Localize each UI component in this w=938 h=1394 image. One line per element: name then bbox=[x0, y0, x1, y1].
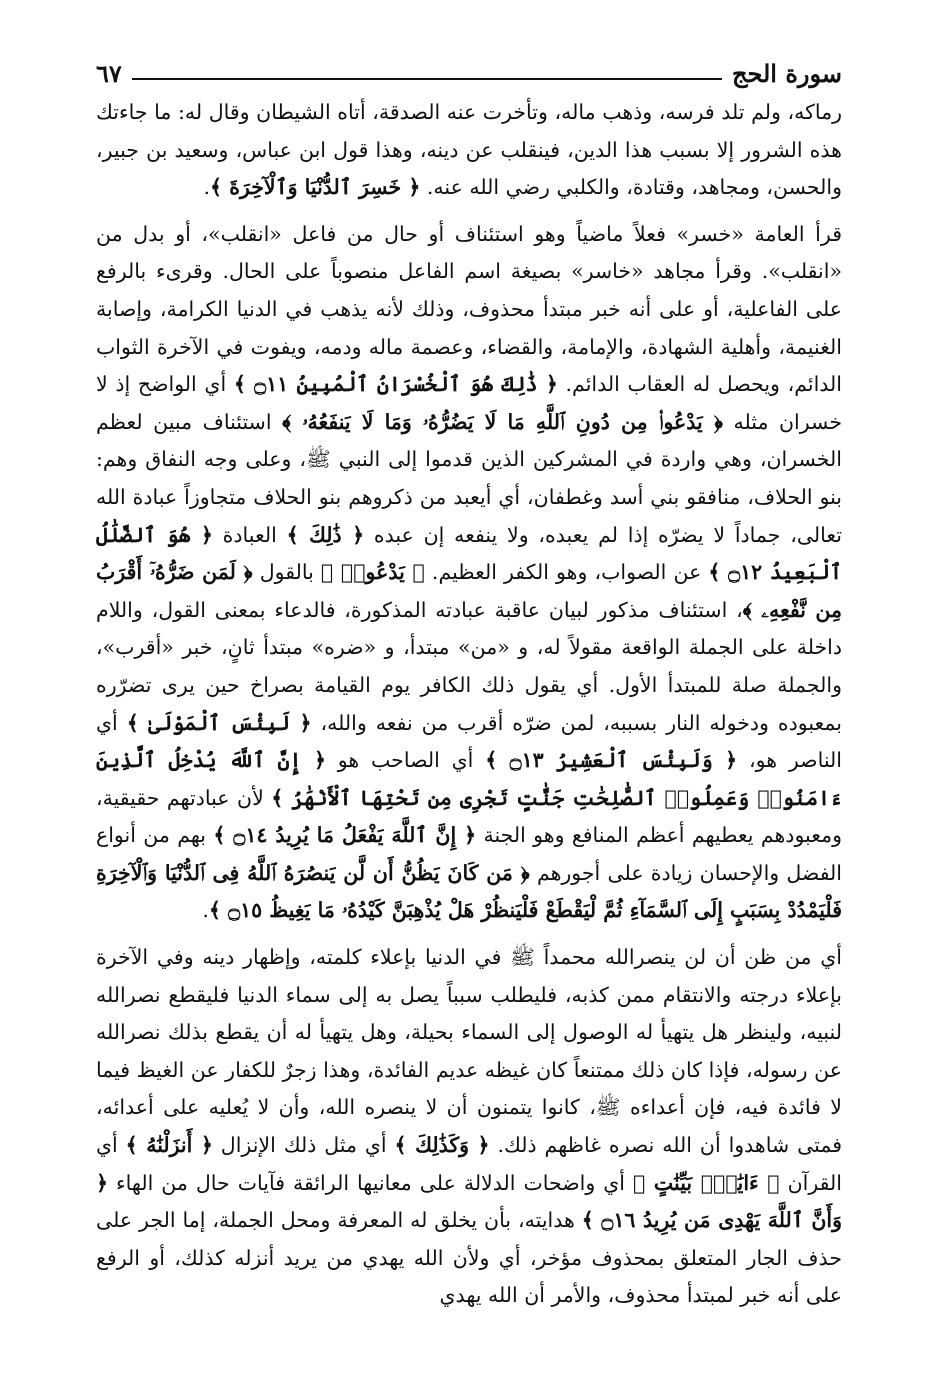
text-run: أي من ظن أن لن ينصرالله محمداً ﷺ في الدنيا بإعلاء كلمته، وإظهار دينه وفي الآخرة بإعلاء درجته والانتقام ممن كذبه، فليطلب سبباً يصل به إلى سماء الدنيا فليقطع نصرالله لنبيه، ولينظر هل يتهيأ له الوصول إلى السماء بحيلة، وهل يتهيأ له أن يقطع بذلك نصرالله عن رسوله، فإذا كان ذلك ممتنعاً كان غيظه عديم الفائدة، وهذا زجرٌ للكفار عن الغيظ فيما لا فائدة فيه، فإن أعداءه ﷺ، كانوا يتمنون أن لا ينصره الله، وأن لا يُعليه على أعدائه، فمتى شاهدوا أن الله نصره غاظهم ذلك. bbox=[96, 945, 842, 1158]
text-run: ، استئناف مذكور لبيان عاقبة عبادته المذكورة، فالدعاء بمعنى القول، واللام داخلة على الجملة الواقعة مقولاً له، و «من» مبتدأ، و «ضره» مبتدأ ثانٍ، خبر «أقرب»، والجملة صلة للمبتدأ الأول. أي يقول ذلك الكافر يوم القيامة بصراخ حين يرى تضرّره بمعبوده ودخوله النار بسببه، لمن ضرّه أقرب من نفعه والله، bbox=[96, 597, 842, 735]
quran-quote: ﴿ إِنَّ ٱللَّهَ يُدْخِلُ ٱلَّذِينَ ءَامَنُوا۟ وَعَمِلُوا۟ ٱلصَّٰلِحَٰتِ جَنَّٰتٍ تَجْرِى مِن تَحْتِهَا ٱلْأَنْهَٰرُ ﴾ bbox=[96, 748, 843, 810]
text-run: . bbox=[202, 898, 209, 923]
text-run: رماكه، ولم تلد فرسه، وذهب ماله، وتأخرت عنه الصدقة، أتاه الشيطان وقال له: ما جاءتك هذه الشرور إلا بسبب هذا الدين، فينقلب عن دينه، وهذا قول ابن عباس، وسعيد بن جبير، والحسن، ومجاهد، وقتادة، والكلبي رضي الله عنه. bbox=[96, 100, 842, 200]
quran-quote: ﴿ ذَٰلِكَ ﴾ bbox=[286, 522, 365, 547]
text-run: أي واضحات الدلالة على معانيها الرائقة فآيات حال من الهاء bbox=[108, 1170, 633, 1195]
surah-title: سورة الحج bbox=[732, 59, 842, 88]
body-text bbox=[96, 94, 842, 1315]
header-rule bbox=[132, 78, 722, 80]
text-run: بهم من أنواع الفضل والإحسان زيادة على أجورهم bbox=[96, 823, 843, 885]
text-run: بالقول bbox=[252, 560, 321, 585]
quran-quote: ﴿ لَمَن ضَرُّهُۥٓ أَقْرَبُ مِن نَّفْعِهِۦ ﴾ bbox=[96, 560, 842, 622]
quran-quote: ﴿ وَكَذَٰلِكَ ﴾ bbox=[394, 1133, 490, 1158]
paragraph bbox=[96, 94, 842, 207]
quran-quote: ﴿ وَأَنَّ ٱللَّهَ يَهْدِى مَن يُرِيدُ ۝١٦ ﴾ bbox=[96, 1170, 842, 1233]
quran-quote: ﴿ هُوَ ٱلضَّلَٰلُ ٱلْبَعِيدُ ۝١٢ ﴾ bbox=[96, 522, 842, 585]
paragraph bbox=[96, 939, 842, 1315]
quran-quote: ﴿ يَدْعُوا۟ مِن دُونِ ٱللَّهِ مَا لَا يَضُرُّهُۥ وَمَا لَا يَنفَعُهُۥ ﴾ bbox=[282, 409, 723, 434]
text-run: أي مثل ذلك الإنزال bbox=[212, 1133, 395, 1158]
quran-quote: ﴿ خَسِرَ ٱلدُّنْيَا وَٱلْآخِرَةَ ﴾ bbox=[210, 175, 421, 200]
quran-quote: ﴿ مَن كَانَ يَظُنُّ أَن لَّن يَنصُرَهُ ٱللَّهُ فِى ٱلدُّنْيَا وَٱلْآخِرَةِ فَلْيَمْدُدْ بِسَبَبٍ إِلَى ٱلسَّمَآءِ ثُمَّ لْيَقْطَعْ فَلْيَنظُرْ هَلْ يُذْهِبَنَّ كَيْدُهُۥ مَا يَغِيظُ ۝١٥ ﴾ bbox=[96, 860, 842, 923]
quran-quote: ﴿ وَلَبِئْسَ ٱلْعَشِيرُ ۝١٣ ﴾ bbox=[485, 748, 738, 773]
text-run: العبادة bbox=[212, 522, 287, 547]
page-number: ٦٧ bbox=[96, 59, 122, 88]
text-run: أي القرآن bbox=[96, 1133, 842, 1195]
quran-quote: ﴿ إِنَّ ٱللَّهَ يَفْعَلُ مَا يُرِيدُ ۝١٤ ﴾ bbox=[213, 823, 477, 848]
text-run: قرأ العامة «خسر» فعلاً ماضياً وهو استئناف أو حال من فاعل «انقلب»، أو بدل من «انقلب». وقرأ مجاهد «خاسر» بصيغة اسم الفاعل منصوباً على الحال. وقرىء بالرفع على الفاعلية، أو على أنه خبر مبتدأ محذوف، وذلك لأنه يذهب في الدنيا الكرامة، وإصابة الغنيمة، وأهلية الشهادة، والإمامة، والقضاء، وعصمة ماله ودمه، ويفوت في الآخرة الثواب الدائم، ويحصل له العقاب الدائم. bbox=[96, 221, 842, 397]
quran-quote: ﴿ أَنزَلْنَٰهُ ﴾ bbox=[125, 1133, 213, 1158]
text-run: عن الصواب، وهو الكفر العظيم. bbox=[424, 560, 709, 585]
text-run: لأن عبادتهم حقيقية، ومعبودهم يعطيهم أعظم المنافع وهو الجنة bbox=[96, 785, 842, 848]
quran-quote: ﴿ يَدْعُوا۟ ﴾ bbox=[320, 560, 425, 585]
text-run: . bbox=[203, 175, 211, 200]
quran-quote: ﴿ لَبِئْسَ ٱلْمَوْلَىٰ ﴾ bbox=[126, 710, 312, 735]
running-header bbox=[96, 52, 842, 88]
text-run: استئناف مبين لعظم الخسران، وهي واردة في المشركين الذين قدموا إلى النبي ﷺ، وعلى وجه النفاق وهم: بنو الحلاف، منافقو بني أسد وغطفان، أي أيعبد من ذكروهم بنو الحلاف متجاوزاً عبادة الله تعالى، جماداً لا يضرّه إذا لم يعبده، ولا ينفعه إن عبده bbox=[96, 409, 842, 547]
text-run: أي الصاحب هو bbox=[325, 748, 486, 773]
paragraph bbox=[96, 216, 842, 930]
quran-quote: ﴿ ءَايَٰتٍۭ بَيِّنَٰتٍ ﴾ bbox=[632, 1170, 780, 1195]
text-run: أي الواضح إذ لا خسران مثله bbox=[96, 372, 843, 434]
text-run: أي الناصر هو، bbox=[96, 710, 842, 773]
quran-quote: ﴿ ذَٰلِكَ هُوَ ٱلْخُسْرَانُ ٱلْمُبِينُ ۝١١ ﴾ bbox=[233, 372, 558, 397]
text-run: هدايته، بأن يخلق له المعرفة ومحل الجملة، إما الجر على حذف الجار المتعلق بمحذوف مؤخر، أي ولأن الله يهدي من يريد أنزله كذلك، أو الرفع على أنه خبر لمبتدأ محذوف، والأمر أن الله يهدي bbox=[96, 1208, 842, 1308]
